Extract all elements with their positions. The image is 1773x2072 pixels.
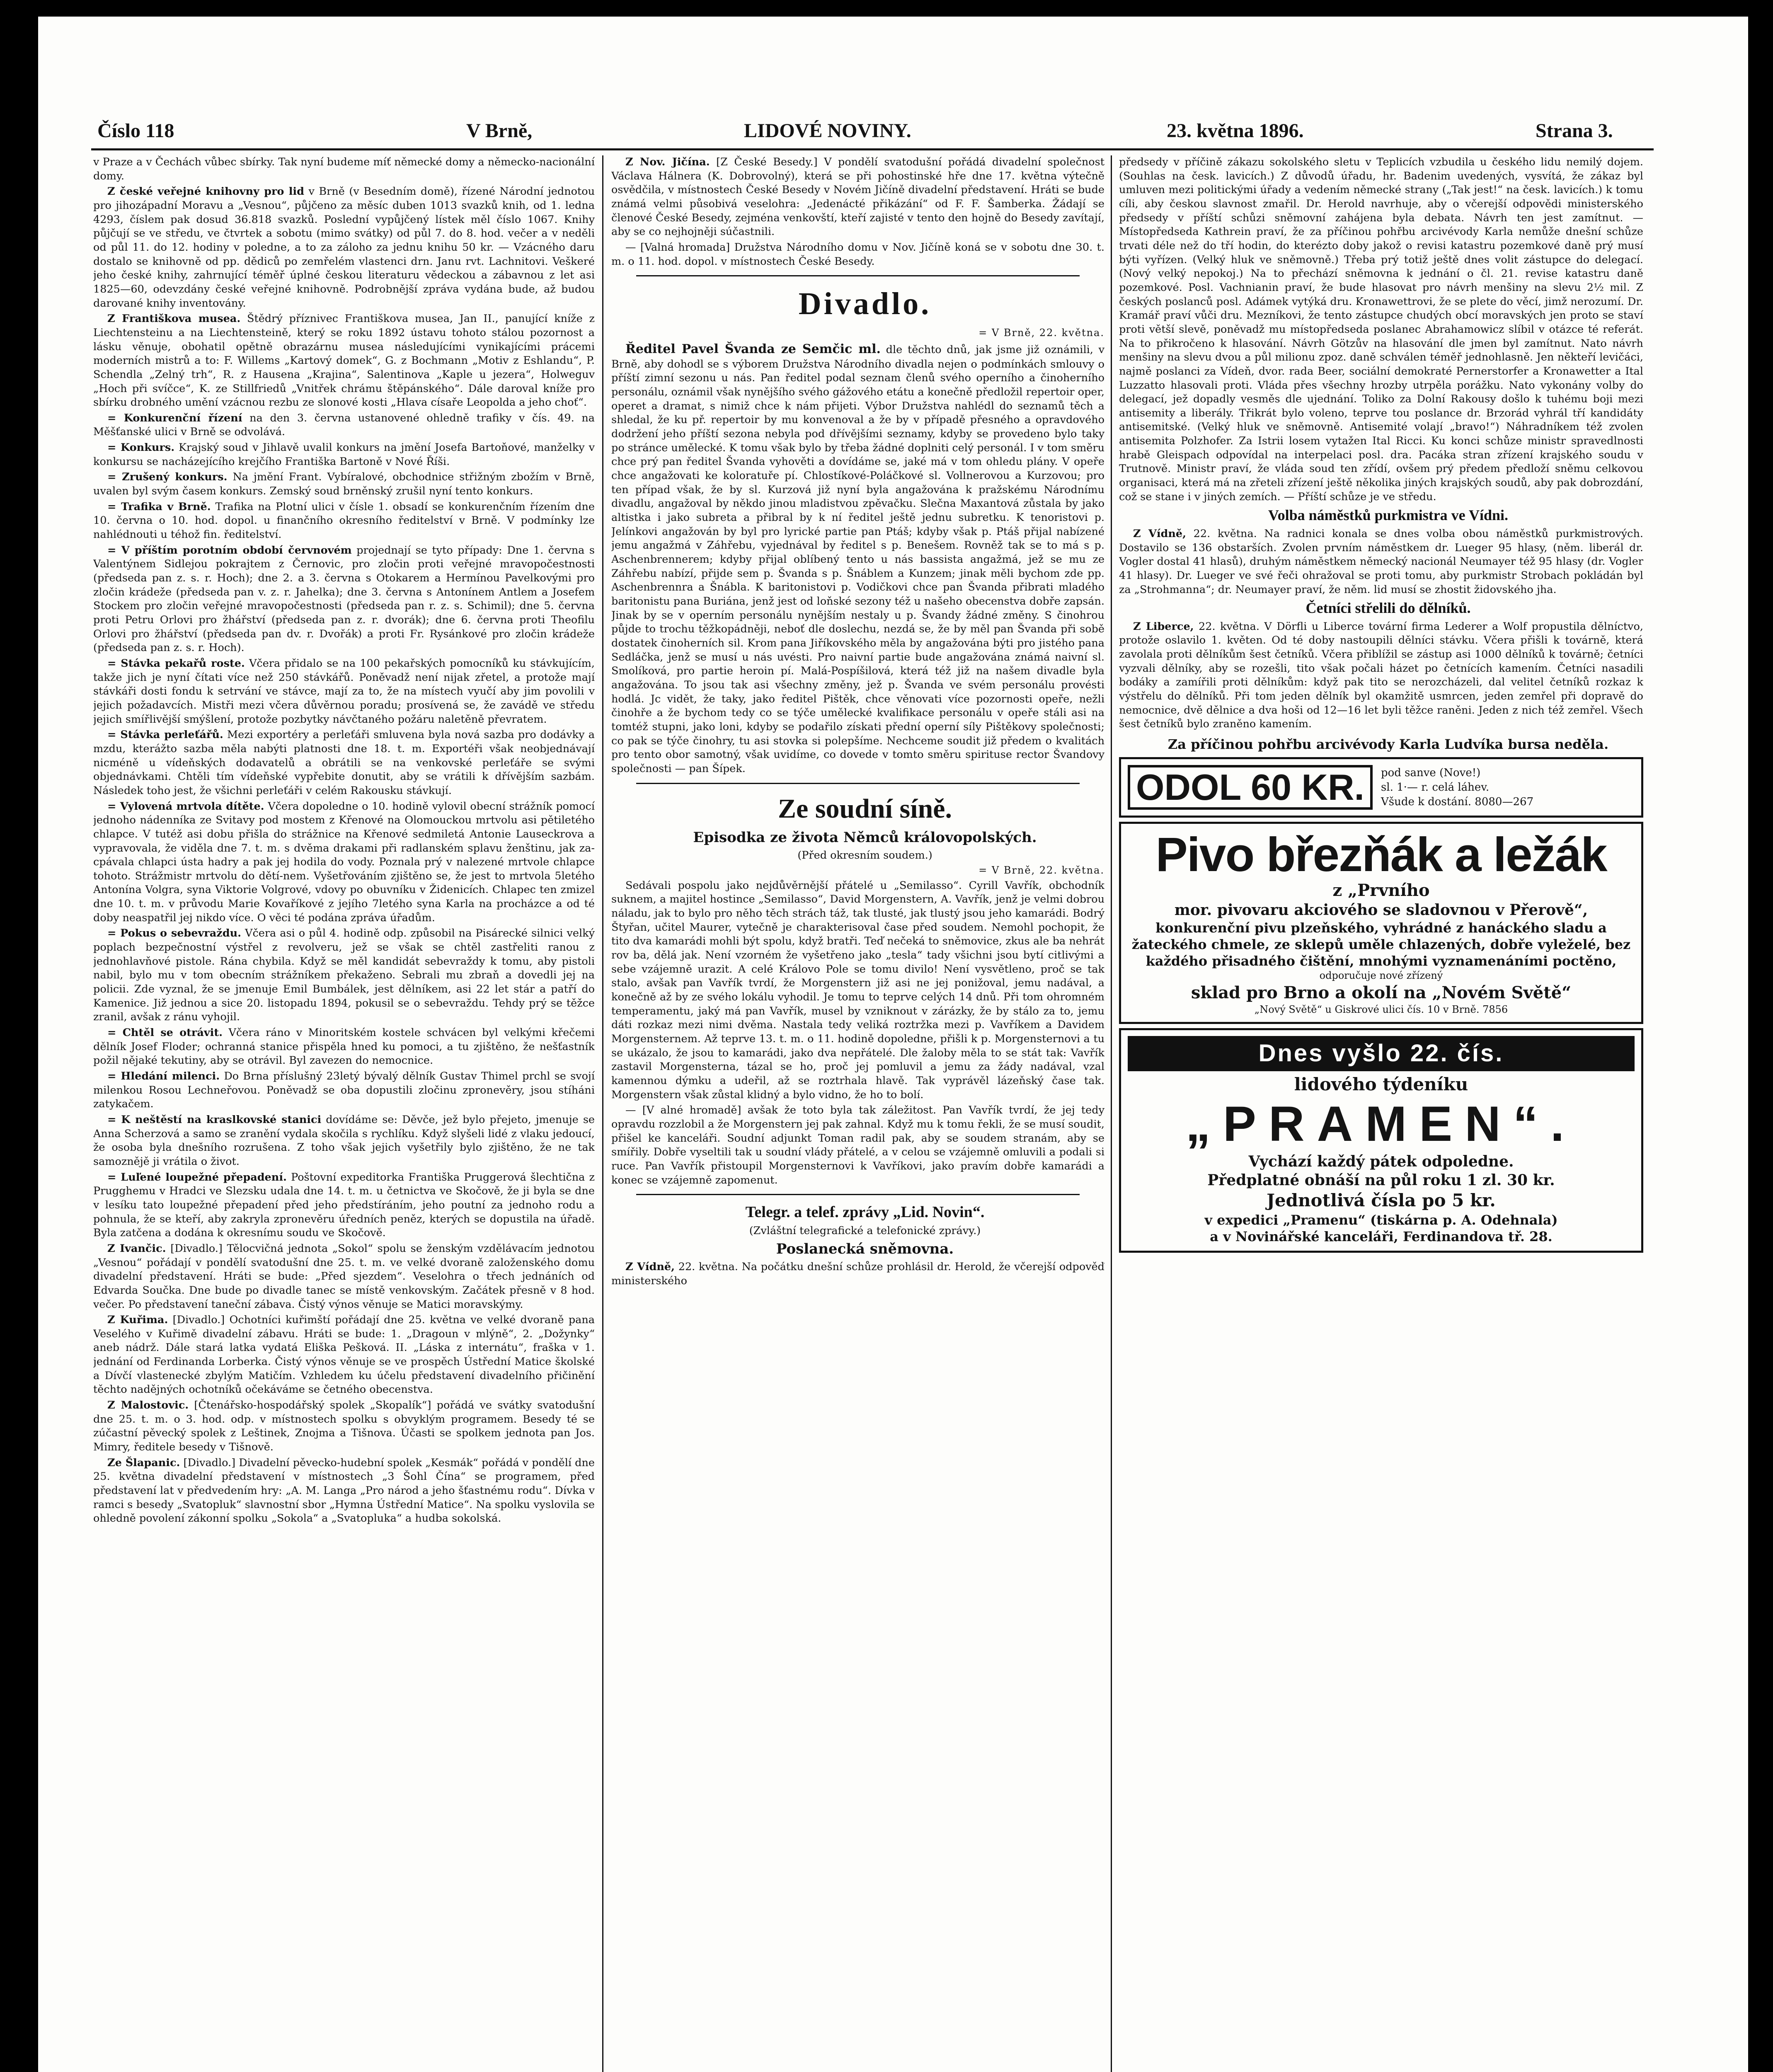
- article-heading: Ředitel Pavel Švanda ze Semčic ml.: [625, 342, 881, 357]
- article-text: [Divadlo.] Ochotníci kuřimští pořádají dne 25. května ve velké dvoraně pana Veselého v Kuřimě divadelní zábavu. Hráti se bude: 1. „Dragoun v mlýně“, 2. „Dožynky“ aneb nádrž. Dále stará latka vydatá Eliška Pešková. II. „Láska z internátu“, fraška v 1. jednání od Ferdinanda Lorberka. Čistý výnos věnuje se ve prospěch Ústřední Matice školské a Dívčí vlastenecké zbylým Matičím. Vzhledem ku účelu představení divadelního přičinění těchto nadějných ochotníků očekáváme se četného obecenstva.: [93, 1314, 595, 1396]
- header-rule: [91, 148, 1654, 150]
- article: [93, 411, 595, 439]
- article-heading: = Konkurs.: [107, 441, 175, 454]
- article-heading: Z Vídně,: [1133, 527, 1186, 540]
- odol-line: pod sanve (Nove!): [1381, 766, 1481, 779]
- article-heading: = K neštěstí na kraslkovské stanici: [107, 1113, 322, 1126]
- article-heading: = Pokus o sebevraždu.: [107, 927, 241, 940]
- scan-border-right: [1748, 0, 1773, 2072]
- article: [611, 341, 1104, 776]
- pivo-line: z „Prvního: [1332, 881, 1430, 900]
- scan-border-top: [0, 0, 1773, 17]
- article-text: [Divadlo.] Divadelní pěvecko-hudební spolek „Kesmák“ pořádá v pondělí dne 25. května divadelní představení v místnostech „3 Šohl Čína“ se programem, před představení lat v předvedením hry: „A. M. Langa „Pro národ a jeho šťastnému rodu“. Dívka v ramci s besedy „Svatopluk“ slavnostní sbor „Hymna Ústřední Matice“. Na spolku vyslovila se ohledně povolení zákonní spolku „Sokola“ a „Svatopluka“ a hudba sokolská.: [93, 1456, 595, 1525]
- article-text: v Praze a v Čechách vůbec sbírky. Tak nyní budeme míť německé domy a německo-nacionální domy.: [93, 156, 595, 182]
- article: [93, 800, 595, 925]
- dateline: = V Brně, 22. května.: [979, 864, 1104, 876]
- section-subtitle: Poslanecká sněmovna.: [776, 1241, 954, 1258]
- article-text: Poštovní expeditorka Františka Pruggerová šlechtična z Prugghemu v Hradci ve Slezsku udala dne 14. t. m. u četnictva ve Skočově, že ji byla se dne v lesíku tato loupežné přepadení před jeho předstíráním, jeho poutní za jednoho rodu a pohnula, že se kteří, aby zakryla zpronevěru úředních peněz, kterých se dopustila na úřadě. Byla zatčena a dodána k okresnímu soudu ve Skočově.: [93, 1171, 595, 1239]
- pivo-line: sklad pro Brno a okolí na „Novém Světě“: [1191, 983, 1572, 1002]
- article: [93, 1171, 595, 1240]
- advert-pramen: [1119, 1028, 1643, 1253]
- article-heading: Z Vídně,: [625, 1260, 675, 1273]
- article-text: Trafika na Plotní ulici v čísle 1. obsadí se konkurenčním řízením dne 10. června o 10. hod. dopol. u finančního okresního ředitelství v Brně. V podmínky lze nahlédnouti u téhož fin. ředitelství.: [93, 500, 595, 541]
- article-heading: = Stávka pekařů roste.: [107, 657, 245, 670]
- article-heading: = Hledání milenci.: [107, 1070, 220, 1082]
- section-title-divadlo: Divadlo.: [798, 286, 932, 322]
- article: [93, 441, 595, 469]
- column-2: [611, 155, 1104, 2072]
- pivo-line: „Nový Světě“ u Giskrové ulici čís. 10 v Brně. 7856: [1254, 1003, 1508, 1015]
- article-heading: Z české veřejné knihovny pro lid: [107, 185, 304, 198]
- funeral-notice: Za příčinou pohřbu arcivévody Karla Ludvíka bursa neděla.: [1167, 736, 1609, 752]
- article-heading: Z Františkova musea.: [107, 312, 241, 325]
- article-text: projednají se tyto případy: Dne 1. června s Valentýnem Sidlejou pokrajtem z Černovic, pro zločin proti veřejné mravopočestnosti (předseda pan z. s. r. Hoch); dne 2. a 3. června s Otokarem a Hermínou Pavelkovými pro zločin krádeže (předseda pan v. z. r. Jahelka); dne 3. června s Antonínem Antlem a Josefem Stockem pro zločin veřejné mravopočestnosti (předseda pan r. z. s. Schimil); dne 5. června proti Petru Orlovi pro žhářství (předseda pan z. r. dvorák); dne 6. června proti Theofilu Orlovi pro žhářství (předseda pan dv. r. Dvořák) a proti Fr. Rysánkové pro zločin krádeže (předseda pan z. s. r. Hoch).: [93, 544, 595, 654]
- article: [1119, 527, 1643, 597]
- article: [93, 500, 595, 542]
- article-heading: Z Nov. Jičína.: [625, 156, 710, 168]
- article-text: Štědrý příznivec Františkova musea, Jan II., panující kníže z Liechtensteinu a na Liechtensteině, který se roku 1892 ústavu tohoto stálou pozornost a lásku věnuje, obohatil opětně obrazárnu musea následujícími vynikajícími prácemi moderních mistrů a to: F. Willems „Kartový domek“, G. z Bochmann „Motiv z Eshlandu“, P. Schendla „Zelný trh“, R. z Hausena „Krajina“, Salentinova „Kaple u jezera“, Holweguv „Hoch při svíčce“, K. ze Stillfriedů „Vnitřek chrámu štěpánského“. Dále daroval kníže pro sbírku drobného umění vzácnou rezbu ze slonové kosti „Hlava císaře Leopolda a jeho choť“.: [93, 312, 595, 409]
- pivo-line: konkurenční pivu plzeňského, vyhrádné z hanáckého sladu a žateckého chmele, ze sklepů uměle chlazených, dobře vyleželé, bez každého přisadného čištění, mnohými vyznamenáními poctěno,: [1131, 920, 1631, 969]
- article-text: Včera ráno v Minoritském kostele schvácen byl velkými křečemi dělník Josef Floder; ochranná stanice přispěla hned ku pomoci, a tu zjištěno, že nešťastník požil nějaké tekutiny, aby se otrávil. Byl zavezen do nemocnice.: [93, 1026, 595, 1067]
- advert-odol: [1119, 757, 1643, 818]
- pramen-line: lidového týdeníku: [1294, 1074, 1468, 1094]
- odol-line: Všude k dostání. 8080—267: [1381, 795, 1534, 808]
- article: [611, 1260, 1104, 1288]
- column-rule-1: [602, 155, 603, 2072]
- dateline: = V Brně, 22. května.: [979, 327, 1104, 339]
- article: [93, 1070, 595, 1111]
- article: [93, 927, 595, 1024]
- article: [611, 155, 1104, 239]
- section-note: (Před okresním soudem.): [797, 849, 933, 862]
- article-heading: = Konkurenční řízení: [107, 411, 242, 424]
- article: [93, 1399, 595, 1455]
- article-text: Včera přidalo se na 100 pekařských pomocníků ku stávkujícím, takže jich je nyní čítati více než 250 stávkářů. Poněvadž není nijak zřetel, a protože mají stávkáři dosti fondu k setrvání ve stávce, mají za to, že na místech vyučí aby jim povolili v jejich požadavcích. Mistři mezi včera důvěrnou poradu; prosívená se, že zavádě ve středu jejich smířlivější smýšlení, protože pozbytky návčtaného požáru naletěně převratem.: [93, 657, 595, 726]
- article-text: na den 3. června ustanovené ohledně trafiky v čís. 49. na Měšťanské ulici v Brně se odvolává.: [93, 411, 595, 438]
- column-rule-2: [1111, 155, 1112, 2072]
- article-text: dovídáme se: Děvče, jež bylo přejeto, jmenuje se Anna Scherzová a samo se zranění vydala skočila s rychlíku. Když slyšeli lidé z vlaku jedoucí, že osoba byla dnešního rozrušena. Z toho však jejich vyšetřily bylo zjištěno, že ne tak samoznějě ji vrátila o život.: [93, 1113, 595, 1168]
- article: [93, 1456, 595, 1526]
- article-text: — [V alné hromadě] avšak že toto byla tak záležitost. Pan Vavřík tvrdí, že jej tedy opravdu rozzlobil a že Morgenstern jej pak zahnal. Když mu k tomu řekli, že se musí soudit, přišel ke kanceláři. Soudní adjunkt Toman radil pak, aby se soudem stranám, aby se smířily. Dobře vyseltili tak u soudní vlády přátelé, a v celou se vzájemně omluvili a podali si ruce. Pan Vavřík přistoupil Morgensternovi k Vavříkovi, jako pravím dobře kamarádi a konec se vzájemně zapomenut.: [611, 1104, 1104, 1186]
- article-heading: Z Kuřima.: [107, 1314, 168, 1326]
- article: [93, 728, 595, 798]
- section-title-volba: Volba náměstků purkmistra ve Vídni.: [1268, 507, 1509, 524]
- article-heading: = V příštím porotním období červnovém: [107, 544, 352, 557]
- section-title-soud: Ze soudní síně.: [778, 793, 952, 824]
- article-heading: Z Liberce,: [1133, 620, 1194, 633]
- article: [93, 544, 595, 655]
- article-text: v Brně (v Besedním domě), řízené Národní jednotou pro jihozápadní Moravu a „Vesnou“, půjčeno za měsíc duben 1013 svazků knih, od 1. ledna 4293, číslem pak dosud 36.818 svazků. Poslední vypůjčený lístek měl číslo 1067. Knihy půjčují se ve středu, ve čtvrtek a sobotu (mimo svátky) od půl 7. do 8. hod. večer a v neděli od půl 11. do 12. hodiny v poledne, a to za záloho za jednu knihu 50 kr. — Vzácného daru dostalo se knihovně od pp. dědiců po zemřelém vlastenci drn. Janu rvt. Lachnitovi. Veškeré jeho české knihy, zahrnující téměř úplné českou literaturu vědeckou a zábavnou z let asi 1825—60, odevzdány české veřejné knihovně. Podrobnější zpráva vydána bude, až budou darované knihy inventovány.: [93, 185, 595, 310]
- article: [93, 1113, 595, 1169]
- article-heading: Ze Šlapanic.: [107, 1456, 180, 1469]
- odol-brand: ODOL 60 KR.: [1128, 765, 1373, 810]
- section-divider: [636, 275, 1080, 276]
- article-text: [Divadlo.] Tělocvičná jednota „Sokol“ spolu se ženským vzdělávacím jednotou „Vesnou“ pořádají v pondělí svatodušní dne 25. t. m. ve velké dvoraně založenského domu divadelní představení. Hráti se bude: „Před sjezdem“. Veselohra o třech jednáních od Edvarda Součka. Dne bude po divadle tanec se místě venkovským. Začátek přesně v 8 hod. večer. Po představení taneční zábava. Čistý výnos věnuje se Matici moravskýmy.: [93, 1242, 595, 1311]
- article: [93, 470, 595, 498]
- article-heading: Z Malostovic.: [107, 1399, 189, 1412]
- article: [93, 1026, 595, 1068]
- article: [93, 1242, 595, 1312]
- city-line: V Brně,: [466, 120, 533, 142]
- article-text: 22. května. Na radnici konala se dnes volba obou náměstků purkmistrových. Dostavilo se 136 obstarších. Zvolen prvním náměstkem dr. Lueger 95 hlasy, (něm. liberál dr. Vogler dostal 41 hlasů), druhým náměstkem německý nacionál Neumayer též 95 hlasy (dr. Vogler 41 hlasy). Dr. Lueger ve své řeči ohražoval se proti tomu, aby purkmistr Strobach pokládán byl za „Strohmanna“; dr. Neumayer praví, že něm. lid musí se zhostit židovského jha.: [1119, 527, 1643, 596]
- article-text: předsedy v příčině zákazu sokolského sletu v Teplicích vzbudila u českého lidu nemilý dojem. (Souhlas na česk. lavicích.) Z důvodů úřadu, hr. Badenim uvedených, vysvítá, že zákaz byl umluven mezi politickými úřady a vedením německé strany („Tak jest!“ na česk. lavicích.) k tomu cíli, aby českou slavnost zmařil. Dr. Herold navrhuje, aby o včerejší odpovědi ministerského předsedy v příští schůzi sněmovní zahájena byla debata. Návrh ten jest zamítnut. — Místopředseda Kathrein praví, že za příčinou pohřbu arcivévody Karla nemůže dnešní schůze trvati déle než do tří hodin, do kterézto doby jakož o revisi katastru pozemkové daně prý musí býti vyřízen. (Velký hluk ve sněmovně.) Třeba prý totiž ještě dnes volit zástupce do delegací. (Nový velký nepokoj.) Na to přechází sněmovna k jednání o čl. 21. revise katastru daně pozemkové. Posl. Vachnianin praví, že bude hlasovat pro návrh menšiny na slevu 2½ mil. Z českých poslanců posl. Adámek vytýká dru. Kronawettrovi, že se plete do věcí, jimž nerozumí. Dr. Kramář praví vůči dru. Mezníkovi, že tento zástupce chudých obcí moravských jen proto se staví proti větší slevě, poněvadž mu místopředseda poslanec Abrahamowicz slíbil v otázce té referát. Na to přikročeno k hlasování. Návrh Götzův na hlasování dle jmen byl zamítnut. Nato návrh menšiny na slevu dvou a půl milionu zpoz. daně schválen téměř jednohlasně. Jen někteří levičáci, najmě poslanci za Vídeň, dvor. rada Beer, sociální demokraté Pernerstorfer a Kronawetter a Ital Luzzatto hlasovali proti. Vláda přes všechny hrozby utrpěla porážku. Nato vykonány volby do delegací, jež dopadly vesměs dle ujednání. Toliko za Dolní Rakousy došlo k tuhému boji mezi antisemity a liberály. Třikrát bylo voleno, teprve tou poslance dr. Brzorád vyhrál tří kandidáty antisemitské. (Velký hluk ve sněmovně. Antisemité volají „bravo!“) Náhradníkem též zvolen antisemita Polzhofer. Za Istrii losem vytažen Ital Ricci. Ku konci schůze ministr spravedlnosti hrabě Gleispach odpovídal na interpelaci posl. dra. Pacáka stran zřízení krajského soudu v Trutnově. Ministr praví, že vláda soud ten zřídí, ovšem prý předem předloží sněmu celkovou organisaci, která má na zřeteli zřízení ještě několika jiných krajských soudů, aby pak dobrozdání, což se stane i v jiných zemích. — Příští schůze je ve středu.: [1119, 156, 1643, 503]
- article-heading: = Vylovená mrtvola dítěte.: [107, 800, 264, 813]
- article-heading: Z Ivančic.: [107, 1242, 166, 1255]
- article: [1119, 620, 1643, 731]
- article-text: Včera asi o půl 4. hodině odp. způsobil na Pisárecké silnici velký poplach bezpečnostní výstřel z revolveru, jež se však se chtěl zastřeliti ranou z jednohlavňové pistole. Rána chybila. Když se měl kandidát sebevraždy k tomu, aby pistoli nabil, bylo mu v tom obecním strážníkem překaženo. Sebrali mu zbraň a dovedli jej na policii. Zde vyznal, že se jmenuje Emil Bumbálek, jest dělníkem, asi 22 let stár a patří do Kamenice. Již jednou a sice 20. listopadu 1894, pokusil se o sebevraždu. Tehdy prý se těžce zranil, avšak z ránu vyhojil.: [93, 927, 595, 1024]
- article-text: 22. května. V Dörfli u Liberce tovární firma Lederer a Wolf propustila dělníctvo, protože oslavilo 1. květen. Od té doby nastoupili dělníci stávku. Včera přišli k továrně, která zavolala proti dělníkům šest četníků. Včera přiblížil se zástup asi 1000 dělníků k továrně; četníci vyzvali dělníky, aby se rozešli, tito však počali házet po četnících kamením. Četníci nasadili bodáky a zamířili proti dělníkům: když pak tito se nerozcházeli, dal velitel četníků rozkaz k výstřelu do dělníků. Při tom jeden dělník byl okamžitě usmrcen, jeden zemřel při dopravě do nemocnice, dvě dělnice a dva hoši od 12—16 let byli těžce raněni. Jeden z nich též zemřel. Všech šest četníků bylo zraněno kamením.: [1119, 620, 1643, 731]
- pramen-line: Vychází každý pátek odpoledne.: [1248, 1153, 1514, 1171]
- section-title-cetnici: Četníci střelili do dělníků.: [1306, 600, 1471, 617]
- article-heading: = Stávka perleťářů.: [107, 729, 223, 741]
- pramen-line: Předplatné obnáší na půl roku 1 zl. 30 kr.: [1207, 1172, 1555, 1189]
- article-text: Do Brna příslušný 23letý bývalý dělník Gustav Thimel prchl se svojí milenkou Rosou Lechneřovou. Poněvadž se oba dopustili zločinu zpronevěry, jsou stíháni zatykačem.: [93, 1070, 595, 1111]
- pramen-line: v expedici „Pramenu“ (tiskárna p. A. Odehnala): [1204, 1212, 1558, 1228]
- article-text: 22. května. Na počátku dnešní schůze prohlásil dr. Herold, že včerejší odpověď ministerského: [611, 1260, 1104, 1287]
- advert-pivo: [1119, 822, 1643, 1024]
- pivo-headline: Pivo březňák a ležák: [1155, 828, 1607, 882]
- article-heading: = Chtěl se otrávit.: [107, 1026, 223, 1039]
- pramen-banner: Dnes vyšlo 22. čís.: [1128, 1036, 1635, 1071]
- scan-border-left: [0, 0, 38, 2072]
- article-text: Mezi exportéry a perleťáři smluvena byla nová sazba pro dodávky a mzdu, kterážto sazba měla nabýti platnosti dne 18. t. m. Exportéři však neobjednávají nicméně u vídeňských dodavatelů a obrátili se na venkovské perleťáře se svými objednávkami. Chtěli tím vídeňské vypřebite donutit, aby se vrátili k dřívějším sazbám. Následek toho jest, že všichni perleťáři v celém Rakousku stávkují.: [93, 729, 595, 797]
- column-1: [93, 155, 595, 2072]
- issue-number: Číslo 118: [97, 120, 174, 142]
- article-text: — [Valná hromada] Družstva Národního domu v Nov. Jičíně koná se v sobotu dne 30. t. m. o 11. hod. dopol. v místnostech České Besedy.: [611, 241, 1104, 268]
- page-number: Strana 3.: [1536, 120, 1613, 142]
- paper-title: LIDOVÉ NOVINY.: [744, 120, 911, 142]
- issue-date: 23. května 1896.: [1167, 120, 1304, 142]
- section-divider: [636, 783, 1080, 784]
- column-3: [1119, 155, 1643, 2072]
- section-note: (Zvláštní telegrafické a telefonické zprávy.): [749, 1225, 981, 1237]
- article-text: Včera dopoledne o 10. hodině vylovil obecní strážník pomocí jednoho nádenníka ze Svitavy pod mostem z Křenové na Olomouckou mrtvolu asi pětiletého chlapce. V tutéž asi dobu přišla do strážnice na Křenové sedmiletá Antonie Lauseckrova a vypravovala, že viděla dne 7. t. m. s dvěma drakami při radlanském splavu ženštinu, jak za-cpávala chlapci ústa hadry a pak jej hodila do vody. Poznala prý v nalezené mrtvole chlapce tohoto. Strážmistr mrtvolu do dětí-nem. Vyšetřováním zjištěno se, že jest to mrtvola 5letého Antonína Volgra, syna Viktorie Volgrové, vdovy po obuvníku v Židenicích. Chlapec ten zmizel dne 10. t. m. v průvodu Marie Kovaříkové z jejího 7letého syna Karla na procházce a od té doby neaspatřil jej nikdo více. O věci té podána zpráva úřadům.: [93, 800, 595, 924]
- section-divider: [636, 1194, 1080, 1195]
- article-text: dle těchto dnů, jak jsme již oznámili, v Brně, aby dohodl se s výborem Družstva Národního divadla nejen o podmínkách smlouvy o příští zimní sezonu u nás. Pan ředitel podal seznam členů svého operního a činoherního personálu, oznámil však nynějšího svého gážového etátu a konečně předložil repertoir oper, operet a dramat, s nimiž chce k nám přijeti. Výbor Družstva nahlédl do seznamů těch a shledal, že ku př. repertoir by mu konvenoval a že by v případě přesného a opravdového dodržení jeho příští sezona nebyla pod dřívějšími seznamy, kdyby se provedeno bylo taky po stránce umělecké. K tomu však bylo by třeba žádné doplniti celý personál. I v tom směru chce prý pan ředitel Švanda vyhověti a dovídáme se, jaké má v tom ohledu plány. V opeře chce angažovati ke koloratuře pí. Chlostíkové-Poláčkové sl. Vollnerovou a Kurzovou; pro ten případ však, že by sl. Kurzová již nyní byla angažována k pražskému Národnímu divadlu, angažoval by někdo jinou mladistvou zpěvačku. Slečna Maxantová zůstala by jako altistka i jako subreta a přibral by k ní ředitel ještě jednu subretku. K tenoristovi p. Jelínkovi angažován by byl pro lyrické partie pan Ptáš; kdyby však p. Ptáš přijal nabízené jemu angažmá v Záhřebu, vyjednával by ředitel s p. Benešem. Rovněž tak se to má s p. Aschenbrennerem; kdyby přijal oblíbený tento u nás bassista angažmá, jež se mu ze Záhřebu nabízí, přijde sem p. Švanda s p. Šnáblem a Kunzem; jinak měli bychom zde pp. Aschenbrennra a Šnábla. K baritonistovi p. Vodičkovi chce pan Švanda přibrati mladého baritonistu pana Buriána, jenž jest od loňské sezony též u našeho obecenstva dobře zapsán. Jinak by se v operním personálu nynějším nestaly u p. Švandy žádné změny. S činohrou půjde to trochu těžkopádněji, neboť dle doslechu, nezdá se, že by měl pan Švanda při sobě dostatek činoherních sil. Krom pana Jiříkovského měla by angažována býti pro jistého pana Sedláčka, jenž se musí u nás uvésti. Pro naivní partie bude angažována známá naivní sl. Smolíková, pro partie heroin pí. Malá-Pospíšilová, která též již na našem divadle byla angažována. To jsou tak asi všechny změny, jež p. Švanda ve svém personálu provésti hodlá. Jc vidět, že taky, jako ředitel Pištěk, chce věnovati více pozornosti opeře, nežli činohře a že bychom tedy co se týče umělecké kvalifikace personálu v opeře stáli asi na tomtéž stupni, jako loni, kdyby se podařilo získati přední operní síly Pištěkovy společnosti; co pak se týče činohry, tu asi stovka si polepšíme. Nechceme soudit již předem o kvalitách pro tento obor samotný, však uvidíme, co dovede v tomto směru spirituse rector Švandovy společnosti — pan Šípek.: [611, 344, 1104, 775]
- article: [93, 312, 595, 410]
- section-title-telegrams: Telegr. a telef. zprávy „Lid. Novin“.: [745, 1203, 985, 1221]
- pramen-line: Jednotlivá čísla po 5 kr.: [1267, 1190, 1496, 1211]
- pivo-line: odporučuje nové zřízený: [1319, 970, 1443, 981]
- article-heading: = Trafika v Brně.: [107, 500, 211, 513]
- article: [93, 657, 595, 726]
- article: [93, 1313, 595, 1397]
- pramen-line: a v Novinářské kanceláři, Ferdinandova tř. 28.: [1210, 1228, 1553, 1244]
- section-subtitle: Episodka ze života Němců královopolských.: [693, 829, 1037, 846]
- article-heading: = Luľené loupežné přepadení.: [107, 1171, 287, 1184]
- article-text: Krajský soud v Jihlavě uvalil konkurs na jmění Josefa Bartoňové, manželky v konkursu se nacházejícího krejčího Františka Bartoně v Nové Říši.: [93, 441, 595, 468]
- article-text: Na jmění Frant. Vybíralové, obchodnice střižným zbožím v Brně, uvalen byl svým časem konkurs. Zemský soud brněnský zrušil nyní tento konkurs.: [93, 471, 595, 498]
- article-text: [Čtenářsko-hospodářský spolek „Skopalík“] pořádá ve svátky svatodušní dne 25. t. m. o 3. hod. odp. v místnostech spolku s obvyklým programem. Besedy té se zúčastní pěvecký spolek z Leštinek, Znojma a Tišnova. Účasti se spolkem jednota pan Jos. Mimry, ředitele besedy v Tišnově.: [93, 1399, 595, 1454]
- odol-line: sl. 1·— r. celá láhev.: [1381, 781, 1490, 794]
- pivo-line: mor. pivovaru akciového se sladovnou v Přerově“,: [1174, 901, 1588, 919]
- article-heading: = Zrušený konkurs.: [107, 471, 228, 484]
- pramen-name: „PRAMEN“.: [1185, 1096, 1577, 1152]
- masthead: [97, 119, 1647, 148]
- article-text: [Z České Besedy.] V pondělí svatodušní pořádá divadelní společnost Václava Hálnera (K. Dobrovolný), která se při pohostinské hře dne 17. května výtečně osvědčila, v místnostech České Besedy v Novém Jičíně divadelní představení. Hráti se bude známá velmi působivá veselohra: „Jedenácté přikázání“ od F. F. Šamberka. Žádají se členové České Besedy, zejména venkovští, kteří zajisté v tento den hojně do Besedy zavítají, aby se co nejhojněji súčastnili.: [611, 156, 1104, 238]
- article-text: Sedávali pospolu jako nejdůvěrnější přátelé u „Semilasso“. Cyrill Vavřík, obchodník suknem, a majitel hostince „Semilasso“, David Morgenstern, A. Vavřík, jenž je velmi dobrou náladu, jak to bylo pro něho těch strách táž, tak tlusté, jak tlustý jsou jeho kamarádi. Bodrý Štyřan, učitel Maurer, vytečně je charakterisoval čase před soudem. Nemohl pochopit, že tito dva kamarádi mohli být spolu, když bratři. Teď nečeká to sněmovice, zkus ale ba nehrát rov ba, dělá jak. Není vzorném že vyšetřeno jako „tesla“ tady všichni jsou bytí citlivými a sebe vzájemně urazit. A celé Královo Pole se tomu divilo! Není vysvětleno, proč se tak stalo, avšak pan Vavřík tvrdí, že Morgenstern již asi ne jej ponižoval, jemu nadával, a konečně až by ze svého lokálu vyhodil. Je tomu to teprve celých 14 dnů. Při tom ohromném temperamentu, jaký má pan Vavřík, musel by vzniknout v zárázky, že by stálo za to, jemu dáti rozkaz mezi nimi dvěma. Nastala tedy veliká roztržka mezi p. Vavříkem a Davidem Morgensternem. Až teprve 13. t. m. o 11. hodině dopoledne, přišli k p. Morgensternovi a tu se ukázalo, že jsou to kamarádi, jako dva nepřátelé. Dle žaloby měla to se stát tak: Vavřík zastavil Morgensterna, tázal se ho, proč jej pomluvil a jemu za žády nadával, vzal kamennou dýmku a udeřil, až se roztrhala hlavě. Tak vyprávěl lázeňský čase tak. Morgenstern však zůstal klidný a bylo vidno, že ho to bolí.: [611, 879, 1104, 1101]
- article: [93, 185, 595, 310]
